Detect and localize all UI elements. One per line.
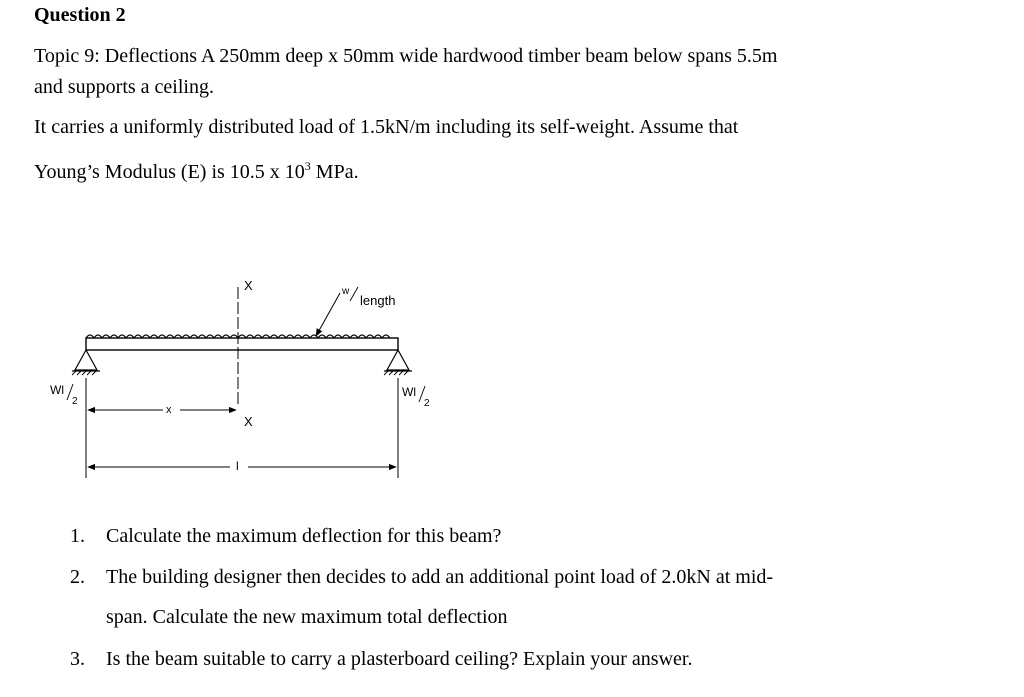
intro-line-1: Topic 9: Deflections A 250mm deep x 50mm wide hardwood timber beam below spans 5.5m — [34, 45, 778, 67]
load-label-denominator: length — [360, 293, 396, 308]
modulus-unit: MPa. — [310, 161, 359, 183]
right-support-icon — [384, 350, 412, 375]
load-pointer-arrow — [316, 293, 340, 336]
span-label: l — [236, 459, 239, 473]
question-text: The building designer then decides to add an additional point load of 2.0kN at mid- — [106, 566, 774, 588]
question-number: 3. — [70, 648, 85, 670]
intro-line-2: and supports a ceiling. — [34, 76, 214, 98]
question-number: 2. — [70, 566, 85, 588]
beam — [86, 338, 398, 350]
right-reaction-numerator: Wl — [402, 385, 416, 399]
modulus-text: Young’s Modulus (E) is 10.5 x 10 — [34, 161, 305, 183]
section-label-bottom: X — [244, 414, 253, 429]
modulus-exponent: 3 — [304, 159, 311, 173]
question-heading: Question 2 — [34, 4, 126, 26]
load-label-slash — [350, 287, 358, 301]
question-text: Calculate the maximum deflection for this beam? — [106, 525, 502, 547]
right-reaction-denominator: 2 — [424, 398, 430, 409]
left-support-icon — [72, 350, 100, 375]
load-paragraph: It carries a uniformly distributed load of 1.5kN/m including its self-weight. Assume that — [34, 116, 739, 138]
load-label-numerator: w — [342, 286, 350, 297]
question-text-continued: span. Calculate the new maximum total deflection — [106, 606, 508, 628]
section-label-top: X — [244, 278, 253, 293]
question-text: Is the beam suitable to carry a plasterboard ceiling? Explain your answer. — [106, 648, 693, 670]
question-number: 1. — [70, 525, 85, 547]
x-dimension-label: x — [166, 404, 172, 416]
left-reaction-numerator: Wl — [50, 383, 64, 397]
left-reaction-denominator: 2 — [72, 396, 78, 407]
